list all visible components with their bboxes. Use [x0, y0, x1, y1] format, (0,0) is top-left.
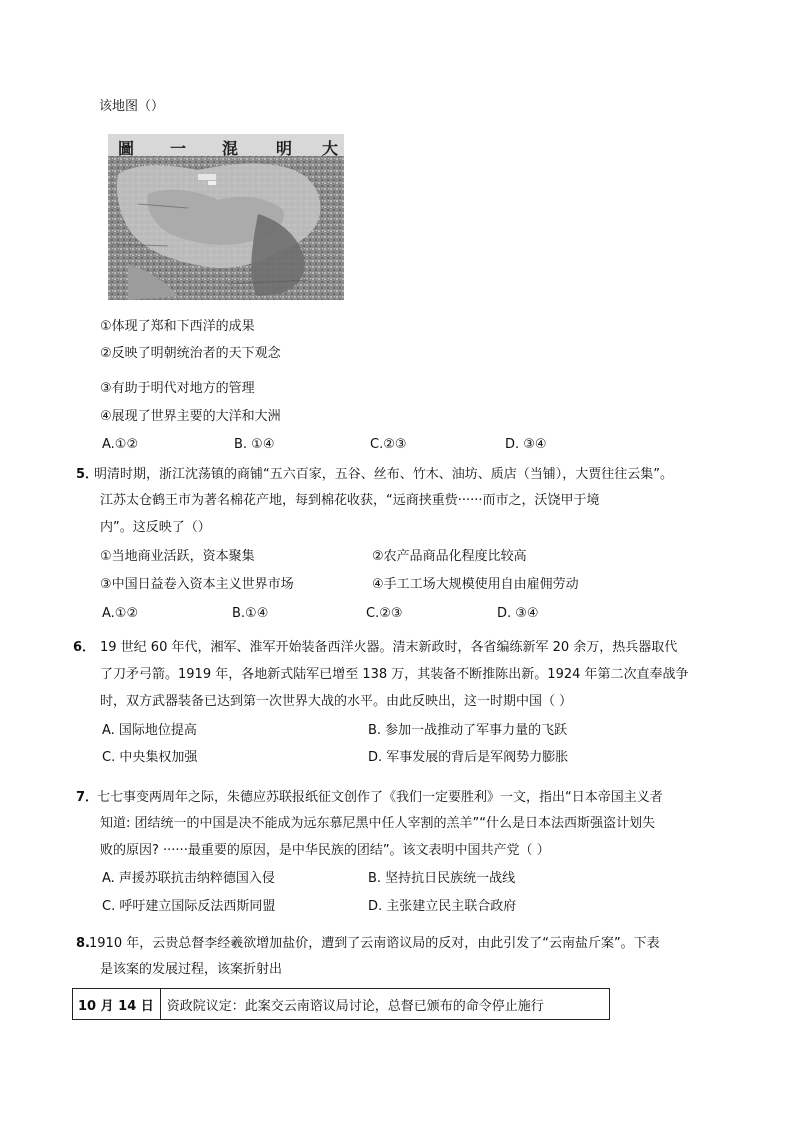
q4-choice-a: A.①②: [102, 437, 139, 452]
q5-choice-d: D. ③④: [497, 606, 539, 621]
q7-choice-a: A. 声援苏联抗击纳粹德国入侵: [102, 871, 275, 886]
q7-choice-b: B. 坚持抗日民族统一战线: [368, 871, 516, 886]
q8-stem-line-2: 是该案的发展过程，该案折射出: [100, 962, 283, 977]
q5-choice-a: A.①②: [102, 606, 139, 621]
q6-choice-b: B. 参加一战推动了军事力量的飞跃: [368, 723, 568, 738]
q5-option-4: ④手工工场大规模使用自由雇佣劳动: [372, 577, 579, 592]
table-cell-content: 资政院议定：此案交云南谘议局讨论，总督已颁布的命令停止施行: [160, 989, 609, 1020]
q6-stem-line-3: 时，双方武器装备已达到第一次世界大战的水平。由此反映出，这一时期中国（ ）: [100, 694, 573, 709]
q5-stem-line-3: 内”。这反映了（）: [100, 520, 211, 535]
q4-option-2: ②反映了明朝统治者的天下观念: [100, 346, 281, 361]
q5-number: 5．: [76, 467, 99, 482]
q5-stem-line-1: 明清时期，浙江沈荡镇的商铺“五六百家，五谷、丝布、竹木、油坊、质店（当铺），大贾往往云集”。: [94, 467, 673, 482]
q5-choice-b: B.①④: [232, 606, 269, 621]
q5-option-3: ③中国日益卷入资本主义世界市场: [100, 577, 294, 592]
q5-choice-c: C.②③: [366, 606, 403, 621]
map-title-char: 圖: [118, 139, 135, 158]
q6-choice-d: D. 军事发展的背后是军阀势力膨胀: [368, 750, 569, 765]
q4-choice-b: B. ①④: [234, 437, 275, 452]
q7-stem-line-2: 知道: 团结统一的中国是决不能成为远东慕尼黑中任人宰割的羔羊”“什么是日本法西斯强盗计划失: [100, 816, 655, 831]
q6-stem-line-2: 了刀矛弓箭。1919 年，各地新式陆军已增至 138 万，其装备不断推陈出新。1924 年第二次直奉战争: [100, 667, 689, 682]
q7-choice-c: C. 呼吁建立国际反法西斯同盟: [102, 899, 276, 914]
map-title-char: 大: [322, 139, 339, 158]
q4-option-3: ③有助于明代对地方的管理: [100, 381, 255, 396]
map-image: [108, 134, 344, 300]
q8-timeline-table: [72, 988, 610, 1020]
q6-stem-line-1: 19 世纪 60 年代，湘军、淮军开始装备西洋火器。清末新政时，各省编练新军 20 余万，热兵器取代: [100, 640, 678, 655]
question-intro: 该地图（）: [99, 99, 165, 114]
q7-number: 7．: [76, 790, 99, 805]
q6-number: 6．: [73, 640, 96, 655]
q4-choice-c: C.②③: [370, 437, 407, 452]
q7-stem-line-1: 七七事变两周年之际，朱德应苏联报纸征文创作了《我们一定要胜利》一文，指出“日本帝国主义者: [97, 790, 663, 805]
table-cell-date: 10 月 14 日: [73, 989, 161, 1020]
q5-option-1: ①当地商业活跃，资本聚集: [100, 549, 255, 564]
q8-stem-line-1: 1910 年，云贵总督李经羲欲增加盐价，遭到了云南谘议局的反对，由此引发了“云南盐斤案”。下表: [89, 936, 660, 951]
q4-choice-d: D. ③④: [505, 437, 547, 452]
q7-choice-d: D. 主张建立民主联合政府: [368, 899, 517, 914]
q7-stem-line-3: 败的原因? ······最重要的原因，是中华民族的团结”。该文表明中国共产党（ ）: [100, 843, 550, 858]
map-title-char: 一: [170, 139, 187, 158]
q4-option-4: ④展现了世界主要的大洋和大洲: [100, 409, 281, 424]
q6-choice-c: C. 中央集权加强: [102, 750, 198, 765]
q5-stem-line-2: 江苏太仓鹤王市为著名棉花产地，每到棉花收获，“远商挟重赀······而市之，沃饶甲于境: [100, 493, 600, 508]
q4-option-1: ①体现了郑和下西洋的成果: [100, 319, 255, 334]
q5-option-2: ②农产品商品化程度比较高: [372, 549, 527, 564]
q6-choice-a: A. 国际地位提高: [102, 723, 197, 738]
q8-number: 8.: [76, 936, 90, 951]
map-title-char: 明: [276, 139, 293, 158]
map-title-char: 混: [222, 139, 239, 158]
table-row: [73, 989, 610, 1020]
